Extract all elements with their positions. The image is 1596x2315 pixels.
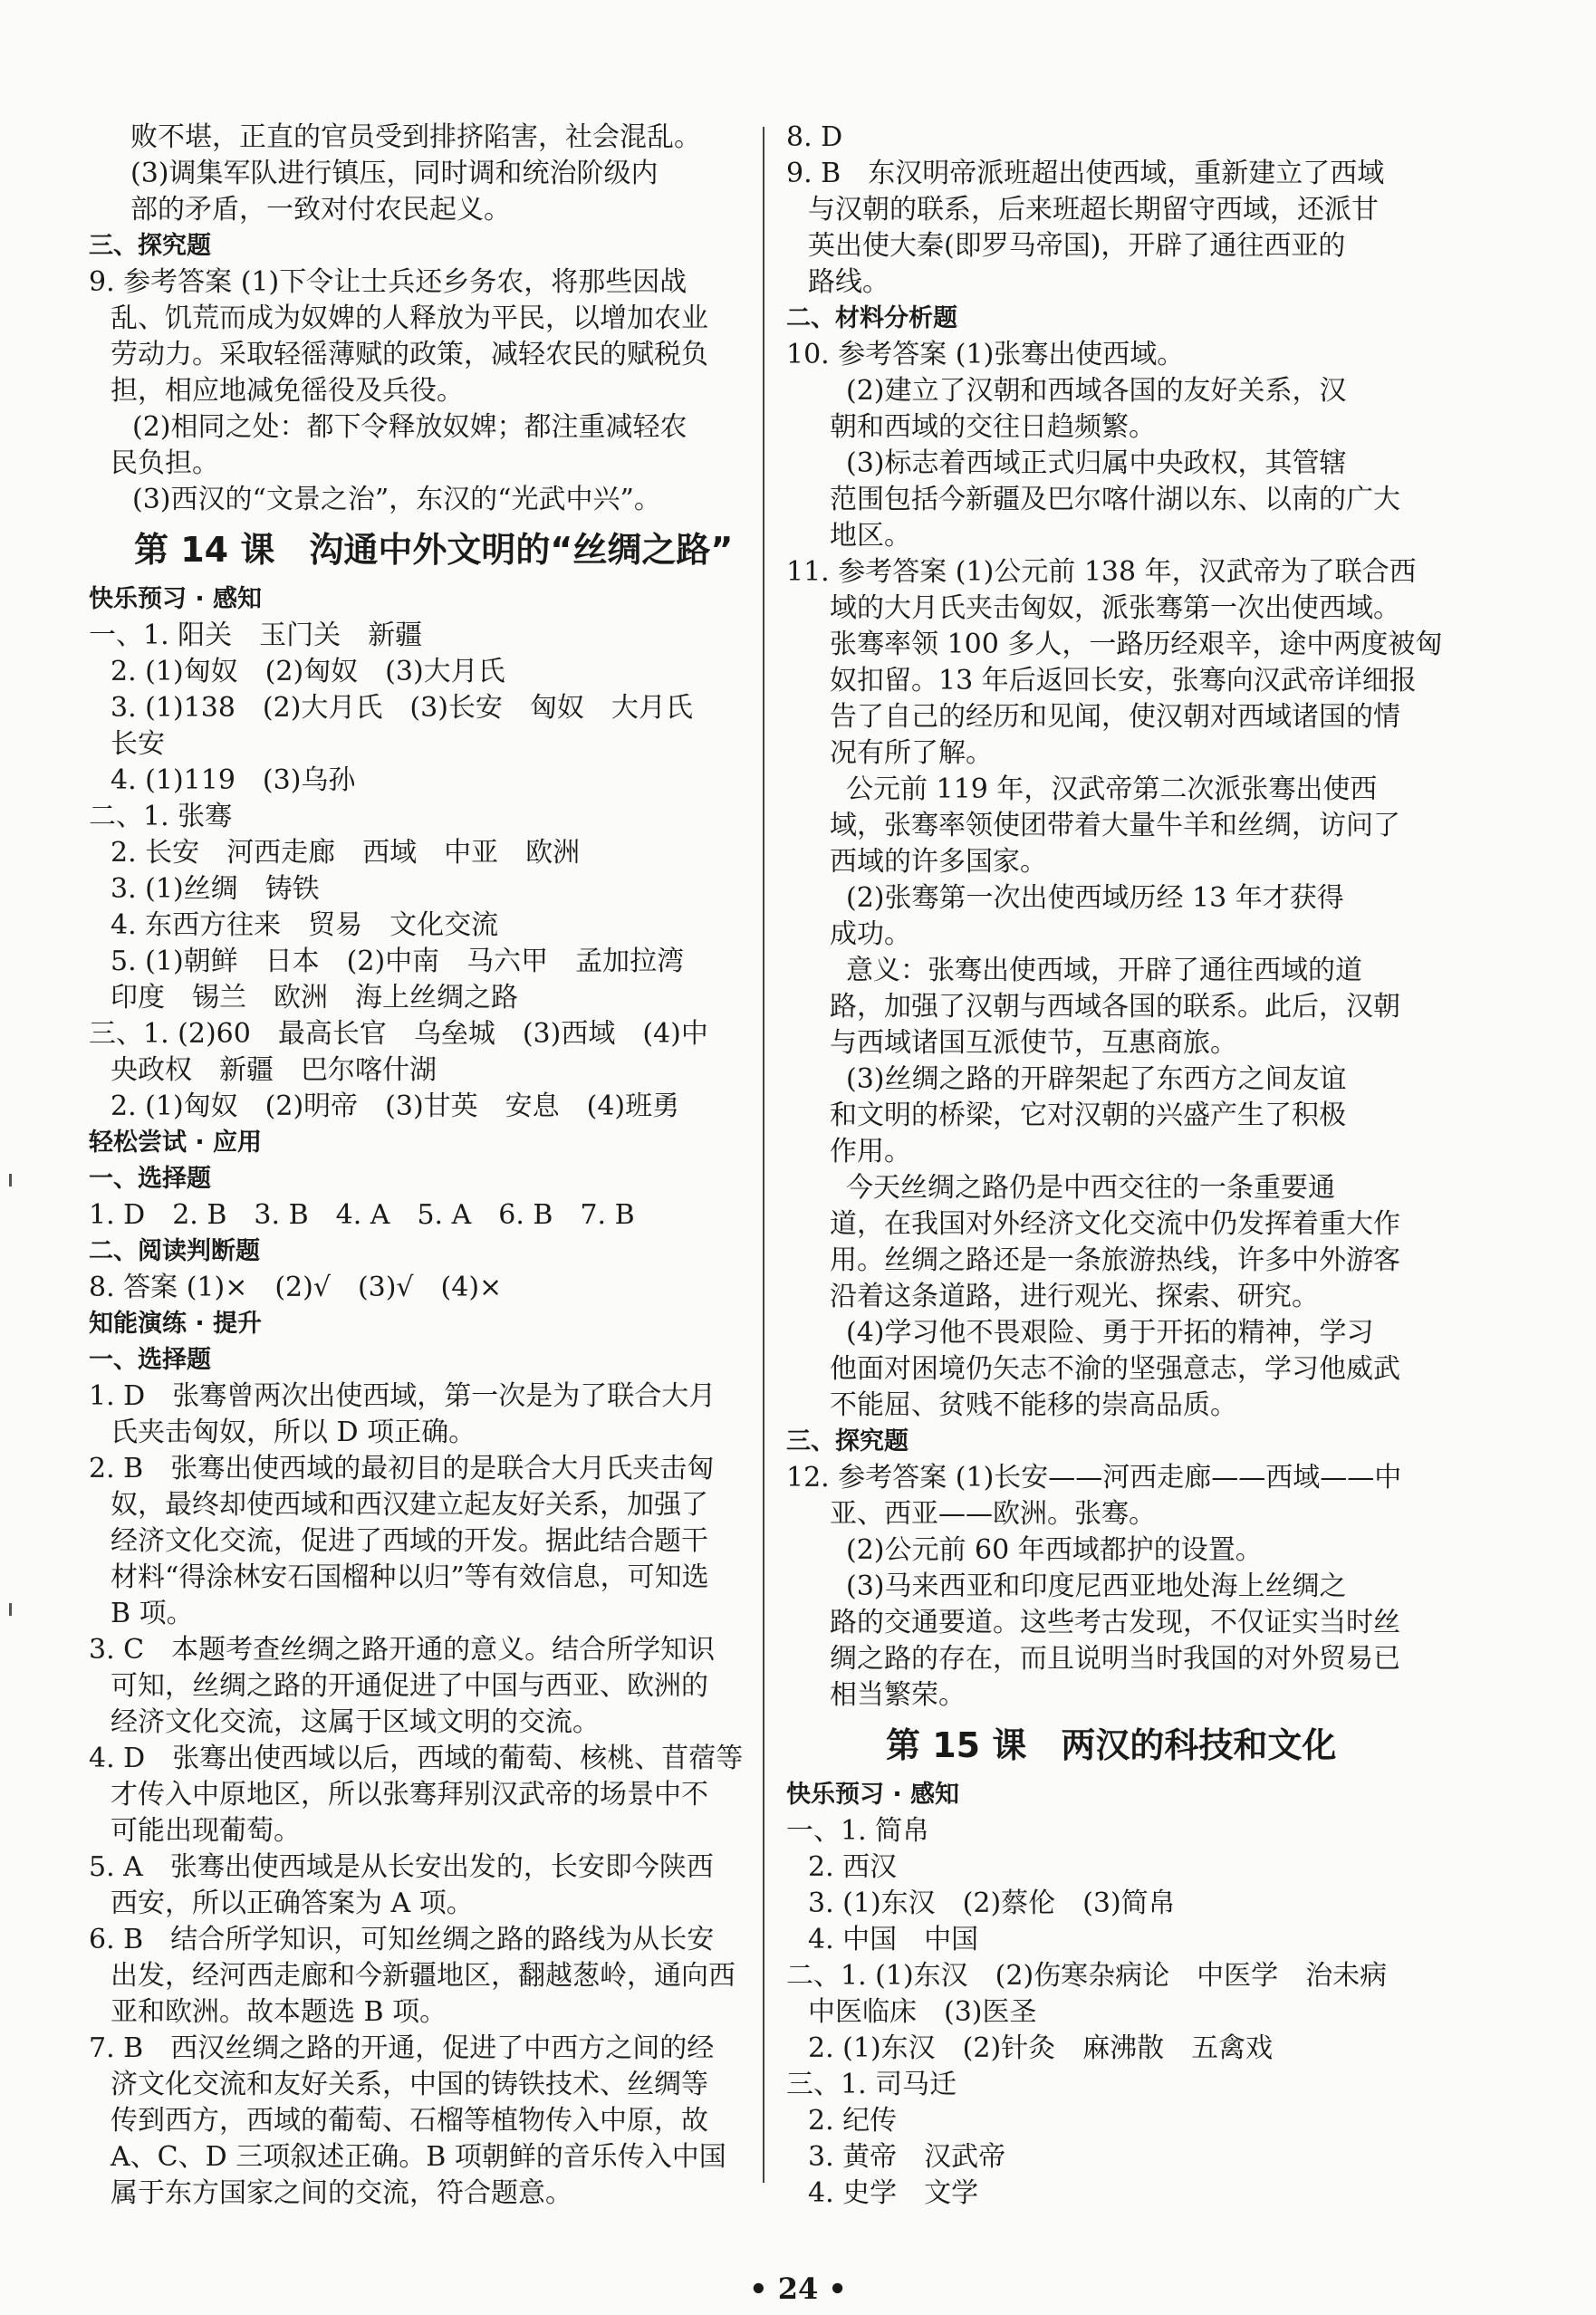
text-line: 1. D 张骞曾两次出使西域，第一次是为了联合大月 [89,1380,716,1412]
text-line: 才传入中原地区，所以张骞拜别汉武帝的场景中不 [111,1779,708,1811]
text-line: 2. 西汉 [808,1851,898,1883]
text-line: 一、1. 简帛 [786,1815,930,1847]
text-line: 3. 黄帝 汉武帝 [808,2141,1006,2173]
text-line: 奴，最终却使西域和西汉建立起友好关系，加强了 [111,1489,708,1521]
text-line: 可知，丝绸之路的开通促进了中国与西亚、欧洲的 [111,1670,708,1702]
text-line: 败不堪，正直的官员受到排挤陷害，社会混乱。 [130,121,701,153]
text-line: 张骞率领 100 多人，一路历经艰辛，途中两度被匈 [830,629,1443,660]
text-line: 材料“得涂林安石国榴种以归”等有效信息，可知选 [111,1561,709,1593]
text-line: (2)公元前 60 年西域都护的设置。 [846,1534,1263,1566]
text-line: 朝和西域的交往日趋频繁。 [830,411,1156,443]
text-line: 4. 东西方往来 贸易 文化交流 [111,909,499,941]
text-line: 亚和欧洲。故本题选 B 项。 [111,1996,447,2028]
text-line: 济文化交流和友好关系，中国的铸铁技术、丝绸等 [111,2069,708,2100]
text-line: 2. (1)东汉 (2)针灸 麻沸散 五禽戏 [808,2032,1274,2064]
text-line: 用。丝绸之路还是一条旅游热线，许多中外游客 [830,1244,1400,1276]
column-divider [763,127,764,2183]
text-line: 9. B 东汉明帝派班超出使西域，重新建立了西域 [786,158,1385,189]
text-line: 作用。 [830,1136,911,1167]
text-line: 5. A 张骞出使西域是从长安出发的，长安即今陕西 [89,1851,714,1883]
text-line: 路的交通要道。这些考古发现，不仅证实当时丝 [830,1607,1400,1638]
section-heading: 三、探究题 [89,232,211,260]
text-line: (3)马来西亚和印度尼西亚地处海上丝绸之 [846,1571,1347,1602]
text-line: 一、1. 阳关 玉门关 新疆 [89,620,423,651]
text-line: 公元前 119 年，汉武帝第二次派张骞出使西 [846,773,1378,805]
text-line: 部的矛盾，一致对付农民起义。 [130,194,511,226]
text-line: 担，相应地减免徭役及兵役。 [111,375,464,407]
text-line: 况有所了解。 [830,737,993,769]
text-line: 范围包括今新疆及巴尔喀什湖以东、以南的广大 [830,484,1400,515]
text-line: 印度 锡兰 欧洲 海上丝绸之路 [111,982,518,1013]
text-line: 3. (1)东汉 (2)蔡伦 (3)简帛 [808,1888,1176,1919]
text-line: 2. (1)匈奴 (2)匈奴 (3)大月氏 [111,656,505,687]
text-line: 沿着这条道路，进行观光、探索、研究。 [830,1281,1319,1312]
text-line: 奴扣留。13 年后返回长安，张骞向汉武帝详细报 [830,665,1417,696]
text-line: 4. (1)119 (3)乌孙 [111,764,356,796]
text-line: 和文明的桥梁，它对汉朝的兴盛产生了积极 [830,1100,1346,1131]
text-line: 9. 参考答案 (1)下令让士兵还乡务农，将那些因战 [89,266,687,298]
section-heading: 快乐预习 · 感知 [786,1781,960,1809]
section-heading: 一、选择题 [89,1165,211,1193]
text-line: (2)建立了汉朝和西域各国的友好关系，汉 [846,375,1347,407]
text-line: (3)调集军队进行镇压，同时调和统治阶级内 [130,158,659,189]
text-line: (2)张骞第一次出使西域历经 13 年才获得 [846,882,1344,914]
text-line: 二、1. (1)东汉 (2)伤寒杂病论 中医学 治未病 [786,1960,1388,1992]
text-line: 乱、饥荒而成为奴婢的人释放为平民，以增加农业 [111,303,708,334]
text-line: (4)学习他不畏艰险、勇于开拓的精神，学习 [846,1317,1374,1349]
text-line: 8. 答案 (1)× (2)√ (3)√ (4)× [89,1272,503,1303]
section-heading: 快乐预习 · 感知 [89,585,263,613]
text-line: 经济文化交流，促进了西域的开发。据此结合题干 [111,1525,708,1557]
text-line: 地区。 [830,520,911,552]
text-line: 12. 参考答案 (1)长安——河西走廊——西域——中 [786,1462,1402,1494]
text-line: 绸之路的存在，而且说明当时我国的对外贸易已 [830,1643,1400,1675]
section-heading: 轻松尝试 · 应用 [89,1129,263,1157]
text-line: 民负担。 [111,447,219,479]
text-line: 与汉朝的联系，后来班超长期留守西域，还派甘 [808,194,1379,226]
text-line: 3. (1)丝绸 铸铁 [111,873,320,905]
text-line: 与西域诸国互派使节，互惠商旅。 [830,1027,1237,1059]
text-line: 道，在我国对外经济文化交流中仍发挥着重大作 [830,1208,1400,1240]
text-line: 不能屈、贫贱不能移的崇高品质。 [830,1389,1237,1421]
text-line: 长安 [111,728,165,760]
text-line: 2. (1)匈奴 (2)明帝 (3)甘英 安息 (4)班勇 [111,1090,680,1122]
text-line: 亚、西亚——欧洲。张骞。 [830,1498,1156,1530]
scan-mark [9,1603,12,1616]
text-line: 4. 中国 中国 [808,1924,979,1955]
lesson-title: 第 14 课 沟通中外文明的“丝绸之路” [134,530,734,570]
lesson-title: 第 15 课 两汉的科技和文化 [886,1725,1337,1765]
text-line: 意义：张骞出使西域，开辟了通往西域的道 [846,955,1362,986]
text-line: 氏夹击匈奴，所以 D 项正确。 [111,1417,476,1448]
right-column [786,120,1443,2212]
text-line: 相当繁荣。 [830,1679,966,1711]
section-heading: 二、材料分析题 [786,304,957,332]
text-line: 2. 长安 河西走廊 西域 中亚 欧洲 [111,837,581,869]
text-line: 路线。 [808,266,889,298]
text-line: (2)相同之处：都下令释放奴婢；都注重减轻农 [132,411,687,443]
text-line: 3. (1)138 (2)大月氏 (3)长安 匈奴 大月氏 [111,692,693,724]
text-line: 二、1. 张骞 [89,801,233,832]
text-line: 他面对困境仍矢志不渝的坚强意志，学习他威武 [830,1353,1400,1385]
text-line: 三、1. 司马迁 [786,2069,957,2100]
text-line: 7. B 西汉丝绸之路的开通，促进了中西方之间的经 [89,2032,715,2064]
text-line: 域，张骞率领使团带着大量牛羊和丝绸，访问了 [830,810,1400,841]
text-line: 出发，经河西走廊和今新疆地区，翻越葱岭，通向西 [111,1960,736,1992]
scan-mark [9,1174,12,1186]
text-line: 5. (1)朝鲜 日本 (2)中南 马六甲 孟加拉湾 [111,946,685,977]
section-heading: 知能演练 · 提升 [89,1310,263,1338]
text-line: 4. 史学 文学 [808,2177,979,2209]
text-line: 中医临床 (3)医圣 [808,1996,1037,2028]
text-line: 经济文化交流，这属于区域文明的交流。 [111,1706,600,1738]
left-column [89,120,750,2212]
text-line: 1. D 2. B 3. B 4. A 5. A 6. B 7. B [89,1199,635,1231]
text-line: 西域的许多国家。 [830,846,1047,878]
text-line: 成功。 [830,918,911,950]
text-line: 11. 参考答案 (1)公元前 138 年，汉武帝为了联合西 [786,556,1417,588]
text-line: 西安，所以正确答案为 A 项。 [111,1888,474,1919]
section-heading: 一、选择题 [89,1346,211,1374]
page-number: • 24 • [749,2272,847,2306]
text-line: 4. D 张骞出使西域以后，西域的葡萄、核桃、苜蓿等 [89,1743,744,1774]
text-line: 告了自己的经历和见闻，使汉朝对西域诸国的情 [830,701,1400,733]
text-line: 可能出现葡萄。 [111,1815,301,1847]
text-line: A、C、D 三项叙述正确。B 项朝鲜的音乐传入中国 [111,2141,726,2173]
text-line: 8. D [786,121,843,153]
text-line: 域的大月氏夹击匈奴，派张骞第一次出使西域。 [830,592,1400,624]
text-line: 2. 纪传 [808,2105,898,2137]
text-line: 劳动力。采取轻徭薄赋的政策，减轻农民的赋税负 [111,339,708,370]
text-line: 3. C 本题考查丝绸之路开通的意义。结合所学知识 [89,1634,716,1666]
text-line: 央政权 新疆 巴尔喀什湖 [111,1054,437,1086]
text-line: 属于东方国家之间的交流，符合题意。 [111,2177,572,2209]
text-line: (3)标志着西域正式归属中央政权，其管辖 [846,447,1347,479]
text-line: 10. 参考答案 (1)张骞出使西域。 [786,339,1185,370]
section-heading: 二、阅读判断题 [89,1237,260,1265]
text-line: (3)丝绸之路的开辟架起了东西方之间友谊 [846,1063,1347,1095]
text-line: B 项。 [111,1598,194,1629]
text-line: 传到西方，西域的葡萄、石榴等植物传入中原，故 [111,2105,708,2137]
text-line: 路，加强了汉朝与西域各国的联系。此后，汉朝 [830,991,1400,1023]
text-line: (3)西汉的“文景之治”，东汉的“光武中兴”。 [132,484,661,515]
text-line: 英出使大秦(即罗马帝国)，开辟了通往西亚的 [808,230,1346,262]
text-line: 三、1. (2)60 最高长官 乌垒城 (3)西域 (4)中 [89,1018,708,1050]
text-line: 2. B 张骞出使西域的最初目的是联合大月氏夹击匈 [89,1453,715,1484]
text-line: 6. B 结合所学知识，可知丝绸之路的路线为从长安 [89,1924,715,1955]
section-heading: 三、探究题 [786,1427,909,1455]
text-line: 今天丝绸之路仍是中西交往的一条重要通 [846,1172,1335,1204]
